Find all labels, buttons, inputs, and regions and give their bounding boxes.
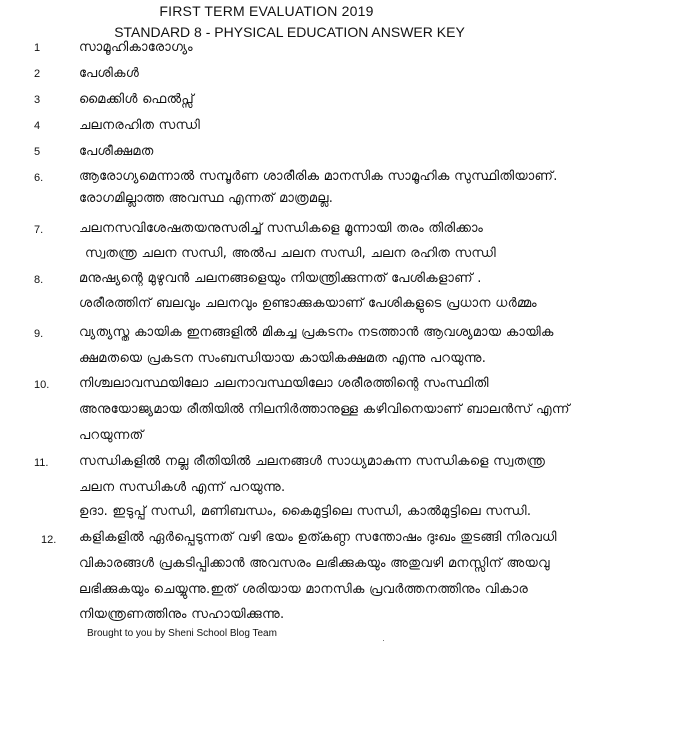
answer-number: 10.: [34, 379, 50, 391]
answer-number: 5: [34, 146, 41, 158]
answer-text: ക്ഷമതയെ പ്രകടന സംബന്ധിയായ കായികക്ഷമത എന്നു പറയുന്നു.: [79, 351, 487, 366]
credit-footer: Brought to you by Sheni School Blog Team: [87, 628, 277, 639]
answer-text: പേശീക്ഷമത: [79, 144, 154, 159]
answer-text: ശരീരത്തിന് ബലവും ചലനവും ഉണ്ടാക്കുകയാണ് പേശികളുടെ പ്രധാന ധർമ്മം: [79, 296, 537, 311]
answer-text: വ്യത്യസ്ത കായിക ഇനങ്ങളിൽ മികച്ച പ്രകടനം നടത്താൻ ആവശ്യമായ കായിക: [79, 325, 554, 340]
page-subtitle: STANDARD 8 - PHYSICAL EDUCATION ANSWER KEY: [114, 24, 465, 40]
stray-dot: [383, 640, 384, 641]
answer-text: കളികളിൽ ഏർപ്പെടുന്നത് വഴി ഭയം ഉത്കണ്ഠ സന്തോഷം ദുഃഖം തുടങ്ങി നിരവധി: [79, 530, 557, 545]
answer-number: 4: [34, 120, 41, 132]
answer-number: 3: [34, 94, 41, 106]
answer-text: രോഗമില്ലാത്ത അവസ്ഥ എന്നത് മാത്രമല്ല.: [79, 191, 334, 206]
answer-text: പേശികൾ: [79, 66, 140, 81]
answer-text: സന്ധികളിൽ നല്ല രീതിയിൽ ചലനങ്ങൾ സാധ്യമാകുന്ന സന്ധികളെ സ്വതന്ത്ര: [79, 454, 546, 469]
answer-number: 6.: [34, 172, 44, 184]
answer-text: ലഭിക്കുകയും ചെയ്യുന്നു.ഇത് ശരിയായ മാനസിക പ്രവർത്തനത്തിനും വികാര: [79, 582, 529, 597]
answer-number: 9.: [34, 328, 44, 340]
answer-text: നിശ്ചലാവസ്ഥയിലോ ചലനാവസ്ഥയിലോ ശരീരത്തിന്റെ സംസ്ഥിതി: [79, 376, 489, 391]
answer-text: പറയുന്നത്: [79, 428, 144, 443]
answer-number: 8.: [34, 274, 44, 286]
answer-text: ഉദാ. ഇടുപ്പ് സന്ധി, മണിബന്ധം, കൈമുട്ടിലെ സന്ധി, കാൽമുട്ടിലെ സന്ധി.: [79, 504, 532, 519]
answer-text: മനുഷ്യന്റെ മുഴുവൻ ചലനങ്ങളെയും നിയന്ത്രിക്കുന്നത് പേശികളാണ് .: [79, 271, 482, 286]
answer-text: സാമൂഹികാരോഗ്യം: [79, 40, 193, 55]
answer-text: മൈക്കിൾ ഫെൽപ്സ്: [79, 92, 194, 107]
answer-number: 7.: [34, 224, 44, 236]
answer-text: സ്വതന്ത്ര ചലന സന്ധി, അൽപ ചലന സന്ധി, ചലന രഹിത സന്ധി: [85, 246, 497, 261]
answer-number: 12.: [41, 534, 57, 546]
answer-text: അനുയോജ്യമായ രീതിയിൽ നിലനിർത്താനുള്ള കഴിവിനെയാണ് ബാലൻസ് എന്ന്: [79, 402, 570, 417]
answer-text: ചലന സന്ധികൾ എന്ന് പറയുന്നു.: [79, 480, 286, 495]
answer-text: ചലനസവിശേഷതയനുസരിച്ച് സന്ധികളെ മൂന്നായി തരം തിരിക്കാം: [79, 221, 484, 236]
answer-text: നിയന്ത്രണത്തിനും സഹായിക്കുന്നു.: [79, 607, 285, 622]
answer-text: വികാരങ്ങൾ പ്രകടിപ്പിക്കാൻ അവസരം ലഭിക്കുകയും അതുവഴി മനസ്സിന് അയവു: [79, 556, 550, 571]
page-title: FIRST TERM EVALUATION 2019: [159, 3, 374, 19]
answer-number: 2: [34, 68, 41, 80]
answer-text: ചലനരഹിത സന്ധി: [79, 118, 201, 133]
answer-number: 11.: [34, 457, 49, 469]
answer-number: 1: [34, 42, 41, 54]
answer-text: ആരോഗ്യമെന്നാൽ സമ്പൂർണ ശാരീരിക മാനസിക സാമൂഹിക സുസ്ഥിതിയാണ്.: [79, 169, 558, 184]
